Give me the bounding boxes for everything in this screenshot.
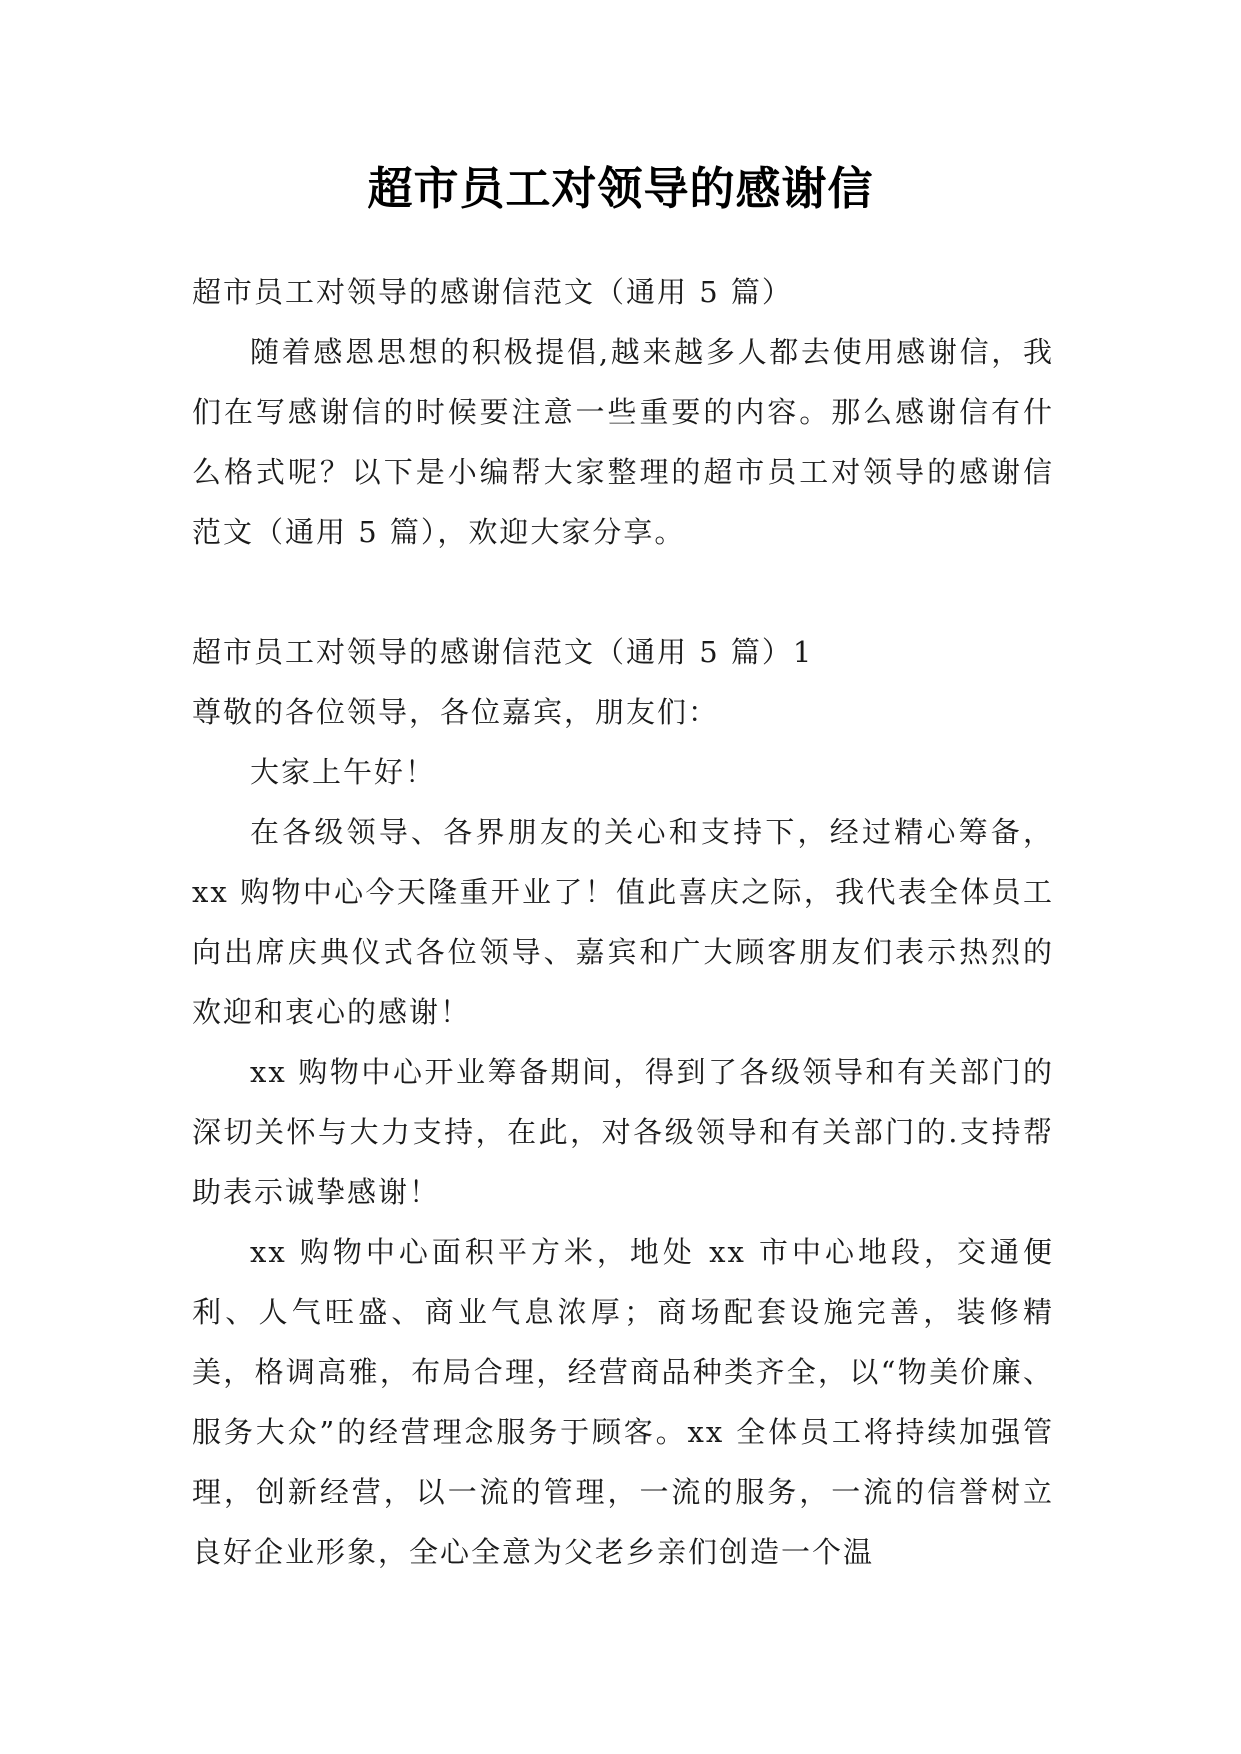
body-paragraph-2: xx 购物中心开业筹备期间，得到了各级领导和有关部门的深切关怀与大力支持，在此，对各级领导和有关部门的.支持帮助表示诚挚感谢！ <box>192 1055 1054 1209</box>
document-body <box>192 262 1054 1582</box>
body-paragraph-3: xx 购物中心面积平方米，地处 xx 市中心地段，交通便利、人气旺盛、商业气息浓厚；商场配套设施完善，装修精美，格调高雅，布局合理，经营商品种类齐全，以“物美价廉、服务大众”的经营理念服务于顾客。xx 全体员工将持续加强管理，创新经营，以一流的管理，一流的服务，一流的信誉树立良好企业形象，全心全意为父老乡亲们创造一个温 <box>192 1235 1054 1569</box>
document-title: 超市员工对领导的感谢信 <box>367 162 874 215</box>
body-paragraph-1: 在各级领导、各界朋友的关心和支持下，经过精心筹备，xx 购物中心今天隆重开业了！值此喜庆之际，我代表全体员工向出席庆典仪式各位领导、嘉宾和广大顾客朋友们表示热烈的欢迎和衷心的感谢！ <box>192 815 1054 1029</box>
greeting: 大家上午好！ <box>250 755 437 789</box>
salutation: 尊敬的各位领导，各位嘉宾，朋友们： <box>192 695 720 729</box>
intro-paragraph: 随着感恩思想的积极提倡,越来越多人都去使用感谢信，我们在写感谢信的时候要注意一些重要的内容。那么感谢信有什么格式呢？以下是小编帮大家整理的超市员工对领导的感谢信范文（通用 5 篇），欢迎大家分享。 <box>192 335 1054 549</box>
subtitle: 超市员工对领导的感谢信范文（通用 5 篇） <box>192 275 793 309</box>
section-heading: 超市员工对领导的感谢信范文（通用 5 篇）1 <box>192 635 814 669</box>
